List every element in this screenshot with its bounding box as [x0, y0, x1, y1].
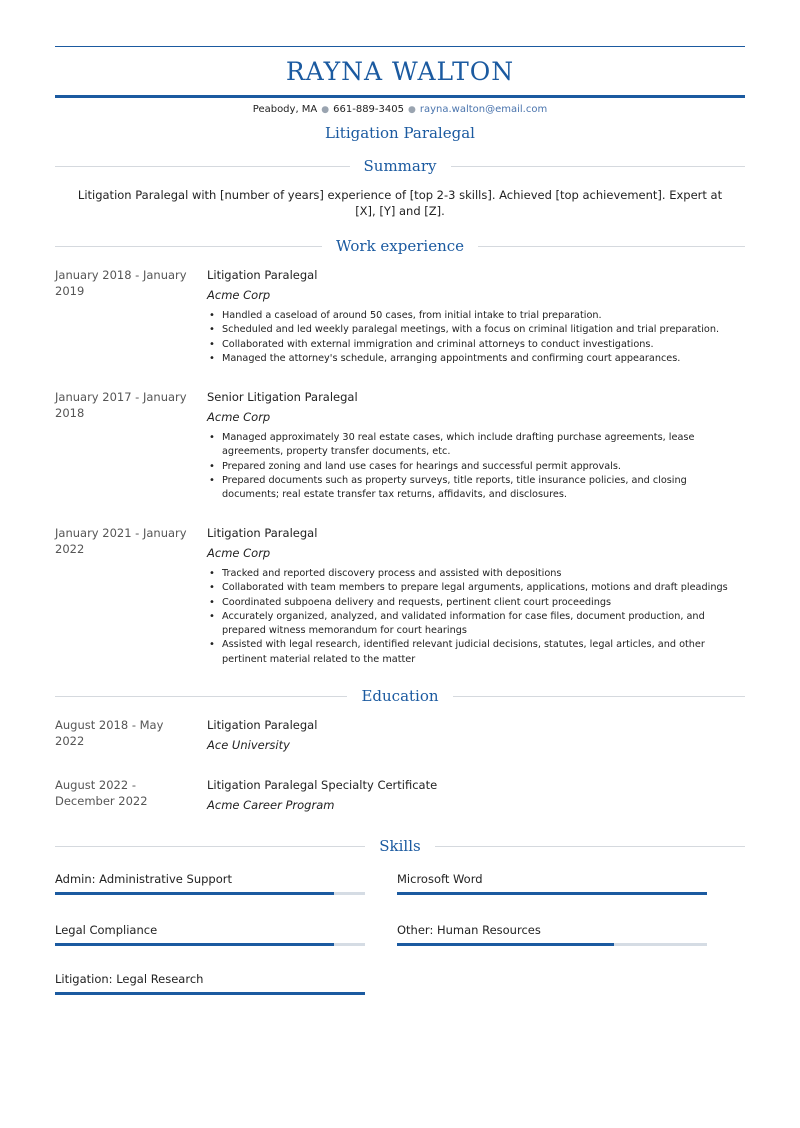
work-bullet: • Assisted with legal research, identified relevant judicial decisions, statutes, legal articles, and other pertinent material related to the matter — [207, 638, 745, 667]
skill-level-fill — [55, 892, 334, 895]
work-role: Senior Litigation Paralegal — [207, 390, 358, 404]
work-bullet: • Handled a caseload of around 50 cases, from initial intake to trial preparation. — [207, 309, 745, 323]
section-rule — [453, 696, 745, 697]
skill-name: Legal Compliance — [55, 923, 158, 937]
work-bullet: • Scheduled and led weekly paralegal meetings, with a focus on criminal litigation and trial preparation. — [207, 323, 745, 337]
work-bullet: • Coordinated subpoena delivery and requests, pertinent client court proceedings — [207, 596, 745, 610]
work-bullet: • Managed the attorney's schedule, arranging appointments and confirming court appearances. — [207, 352, 745, 366]
section-title: Skills — [379, 837, 421, 855]
section-header-summary — [55, 156, 745, 176]
skill-level-track — [55, 943, 365, 946]
skill-level-fill — [397, 892, 707, 895]
header-thick-rule — [55, 95, 745, 98]
skill-name: Other: Human Resources — [397, 923, 541, 937]
section-title: Summary — [363, 157, 437, 175]
contact-phone: 661-889-3405 — [333, 104, 404, 115]
work-role: Litigation Paralegal — [207, 526, 318, 540]
education-body — [207, 717, 745, 753]
section-rule — [55, 846, 365, 847]
skill-item — [397, 922, 707, 946]
education-school: Ace University — [207, 738, 290, 752]
candidate-name: RAYNA WALTON — [285, 57, 515, 86]
skill-level-fill — [55, 943, 334, 946]
work-date: January 2021 - January 2022 — [55, 526, 187, 556]
contact-email-link[interactable]: rayna.walton@email.com — [419, 104, 548, 115]
skill-level-track — [397, 943, 707, 946]
separator-dot-icon: ● — [321, 105, 330, 115]
work-role: Litigation Paralegal — [207, 268, 318, 282]
skill-item — [55, 922, 365, 946]
section-rule — [55, 166, 350, 167]
education-body — [207, 777, 745, 813]
work-body — [207, 525, 745, 667]
work-date: January 2018 - January 2019 — [55, 268, 187, 298]
skill-level-track — [397, 892, 707, 895]
skill-level-track — [55, 892, 365, 895]
skill-item — [55, 871, 365, 895]
section-title: Education — [361, 687, 439, 705]
skill-name: Admin: Administrative Support — [55, 872, 233, 886]
work-bullets — [207, 567, 745, 667]
section-header-skills — [55, 836, 745, 856]
work-bullet: • Prepared documents such as property surveys, title reports, title insurance policies, and closing documents; real estate transfer tax returns, affidavits, and disclosures. — [207, 474, 745, 503]
education-school: Acme Career Program — [207, 798, 335, 812]
work-bullet: • Prepared zoning and land use cases for hearings and successful permit approvals. — [207, 460, 745, 474]
section-rule — [55, 696, 347, 697]
work-bullet: • Tracked and reported discovery process and assisted with depositions — [207, 567, 745, 581]
contact-location: Peabody, MA — [252, 104, 318, 115]
education-degree: Litigation Paralegal Specialty Certificate — [207, 778, 438, 792]
contact-line — [0, 104, 800, 115]
work-bullet: • Collaborated with team members to prepare legal arguments, applications, motions and draft pleadings — [207, 581, 745, 595]
skill-item — [55, 971, 365, 995]
separator-dot-icon: ● — [407, 105, 416, 115]
work-date: January 2017 - January 2018 — [55, 390, 187, 420]
work-bullet: • Managed approximately 30 real estate cases, which include drafting purchase agreements, lease agreements, property transfer documents, etc. — [207, 431, 745, 460]
section-title: Work experience — [335, 237, 465, 255]
section-header-work — [55, 236, 745, 256]
work-bullets — [207, 309, 745, 366]
work-org: Acme Corp — [207, 410, 271, 424]
work-bullet: • Accurately organized, analyzed, and validated information for case files, document production, and prepared witness memorandum for court hearings — [207, 610, 745, 639]
section-header-education — [55, 686, 745, 706]
skill-level-track — [55, 992, 365, 995]
header-top-rule — [55, 46, 745, 47]
skill-name: Microsoft Word — [397, 872, 483, 886]
job-title: Litigation Paralegal — [325, 124, 475, 142]
work-org: Acme Corp — [207, 288, 271, 302]
work-body — [207, 267, 745, 366]
skill-level-fill — [397, 943, 614, 946]
work-bullet: • Collaborated with external immigration and criminal attorneys to conduct investigations. — [207, 338, 745, 352]
work-org: Acme Corp — [207, 546, 271, 560]
section-rule — [451, 166, 746, 167]
education-degree: Litigation Paralegal — [207, 718, 318, 732]
section-rule — [478, 246, 745, 247]
skill-name: Litigation: Legal Research — [55, 972, 204, 986]
skill-item — [397, 871, 707, 895]
skill-level-fill — [55, 992, 365, 995]
work-bullets — [207, 431, 745, 502]
education-date: August 2022 - December 2022 — [55, 778, 148, 808]
summary-text: Litigation Paralegal with [number of years] experience of [top 2-3 skills]. Achieved [top achievement]. Expert at [X], [Y] and [Z]. — [77, 188, 723, 218]
work-body — [207, 389, 745, 502]
education-date: August 2018 - May 2022 — [55, 718, 164, 748]
section-rule — [55, 246, 322, 247]
section-rule — [435, 846, 745, 847]
